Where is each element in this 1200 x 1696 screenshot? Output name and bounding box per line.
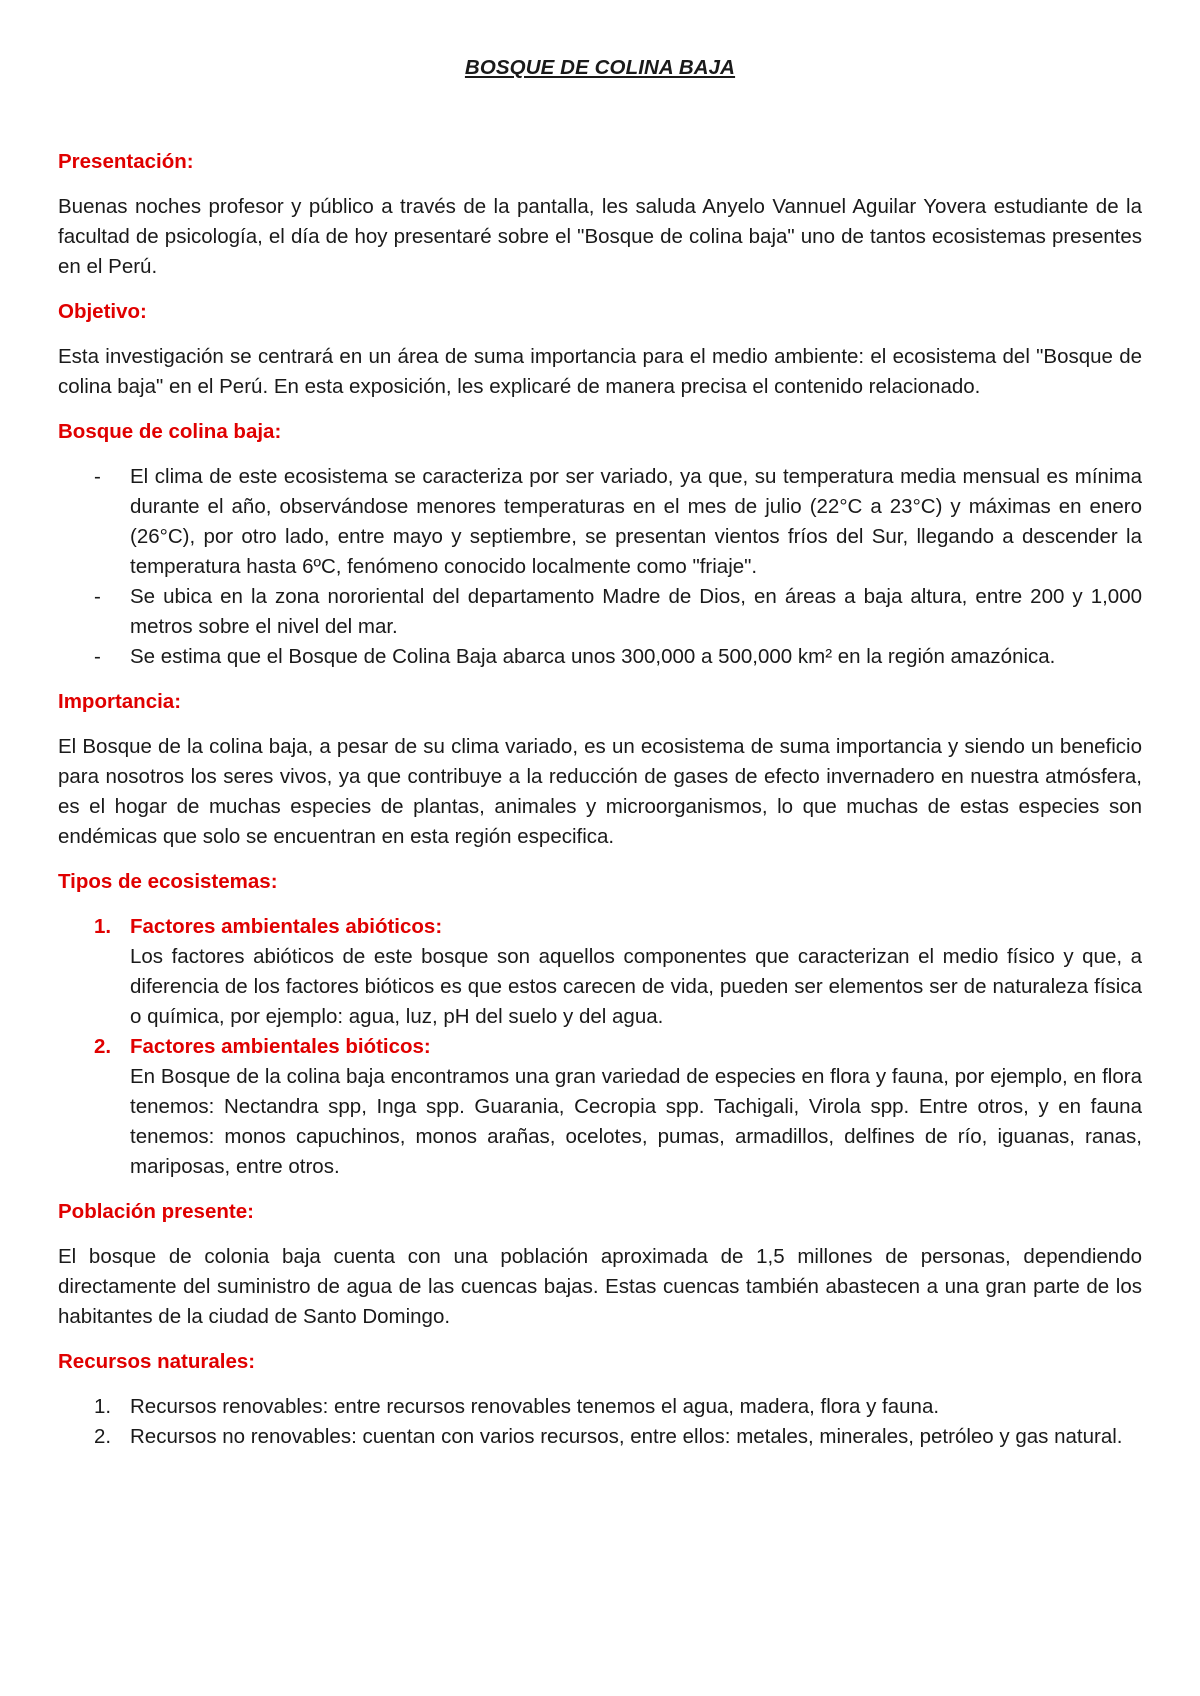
paragraph-presentacion: Buenas noches profesor y público a través de la pantalla, les saluda Anyelo Vannuel Aguilar Yovera estudiante de la facultad de psicología, el día de hoy presentaré sobre el "Bosque de colina baja" uno de tantos ecosistemas presentes en el Perú. xyxy=(58,195,1142,278)
heading-presentacion: Presentación: xyxy=(58,150,194,173)
item-number: 1. xyxy=(94,1395,112,1418)
list-item xyxy=(58,462,1142,582)
bosque-list xyxy=(58,462,1142,672)
recursos-list xyxy=(58,1392,1142,1452)
tipos-list xyxy=(58,912,1142,1182)
item-number: 2. xyxy=(94,1035,112,1058)
paragraph-poblacion: El bosque de colonia baja cuenta con una población aproximada de 1,5 millones de personas, dependiendo directamente del suministro de agua de las cuencas bajas. Estas cuencas también abastecen a una gran parte de los habitantes de la ciudad de Santo Domingo. xyxy=(58,1245,1142,1328)
list-item-text: Se ubica en la zona nororiental del departamento Madre de Dios, en áreas a baja altura, entre 200 y 1,000 metros sobre el nivel del mar. xyxy=(130,585,1142,638)
dash-bullet: - xyxy=(94,585,101,608)
section-recursos xyxy=(58,1350,1142,1452)
heading-importancia: Importancia: xyxy=(58,690,182,713)
item-number: 2. xyxy=(94,1425,112,1448)
heading-bosque: Bosque de colina baja: xyxy=(58,420,282,443)
paragraph-objetivo: Esta investigación se centrará en un área de suma importancia para el medio ambiente: el ecosistema del "Bosque de colina baja" en el Perú. En esta exposición, les explicaré de manera precisa el contenido relacionado. xyxy=(58,345,1142,398)
list-item-text: Se estima que el Bosque de Colina Baja abarca unos 300,000 a 500,000 km² en la región amazónica. xyxy=(130,645,1056,668)
list-item xyxy=(58,1392,1142,1422)
heading-objetivo: Objetivo: xyxy=(58,300,147,323)
list-item xyxy=(58,582,1142,642)
paragraph-importancia: El Bosque de la colina baja, a pesar de su clima variado, es un ecosistema de suma importancia y siendo un beneficio para nosotros los seres vivos, ya que contribuye a la reducción de gases de efecto invernadero en nuestra atmósfera, es el hogar de muchas especies de plantas, animales y microorganismos, lo que muchas de estas especies son endémicas que solo se encuentran en esta región especifica. xyxy=(58,735,1142,848)
subheading-bioticos: Factores ambientales bióticos: xyxy=(130,1035,431,1058)
list-item xyxy=(58,912,1142,1032)
dash-bullet: - xyxy=(94,645,101,668)
paragraph-abioticos: Los factores abióticos de este bosque son aquellos componentes que caracterizan el medio físico y que, a diferencia de los factores bióticos es que estos carecen de vida, pueden ser elementos ser de naturaleza física o química, por ejemplo: agua, luz, pH del suelo y del agua. xyxy=(130,945,1142,1028)
list-item xyxy=(58,1032,1142,1182)
paragraph-bioticos: En Bosque de la colina baja encontramos una gran variedad de especies en flora y fauna, por ejemplo, en flora tenemos: Nectandra spp, Inga spp. Guarania, Cecropia spp. Tachigali, Virola spp. Entre otros, y en fauna tenemos: monos capuchinos, monos arañas, ocelotes, pumas, armadillos, delfines de río, iguanas, ranas, mariposas, entre otros. xyxy=(130,1065,1142,1178)
heading-tipos: Tipos de ecosistemas: xyxy=(58,870,278,893)
list-item-text: El clima de este ecosistema se caracteriza por ser variado, ya que, su temperatura media mensual es mínima durante el año, observándose menores temperaturas en el mes de julio (22°C a 23°C) y máximas en enero (26°C), por otro lado, entre mayo y septiembre, se presentan vientos fríos del Sur, llegando a descender la temperatura hasta 6ºC, fenómeno conocido localmente como "friaje". xyxy=(130,465,1142,578)
item-number: 1. xyxy=(94,915,112,938)
document-title: BOSQUE DE COLINA BAJA xyxy=(464,56,736,79)
section-presentacion xyxy=(58,150,1142,282)
dash-bullet: - xyxy=(94,465,101,488)
section-importancia xyxy=(58,690,1142,852)
section-tipos xyxy=(58,870,1142,1182)
section-bosque xyxy=(58,420,1142,672)
list-item xyxy=(58,642,1142,672)
list-item-text: Recursos renovables: entre recursos renovables tenemos el agua, madera, flora y fauna. xyxy=(130,1395,940,1418)
heading-recursos: Recursos naturales: xyxy=(58,1350,256,1373)
list-item-text: Recursos no renovables: cuentan con varios recursos, entre ellos: metales, minerales, petróleo y gas natural. xyxy=(130,1425,1123,1448)
section-objetivo xyxy=(58,300,1142,402)
list-item xyxy=(58,1422,1142,1452)
subheading-abioticos: Factores ambientales abióticos: xyxy=(130,915,443,938)
heading-poblacion: Población presente: xyxy=(58,1200,254,1223)
section-poblacion xyxy=(58,1200,1142,1332)
